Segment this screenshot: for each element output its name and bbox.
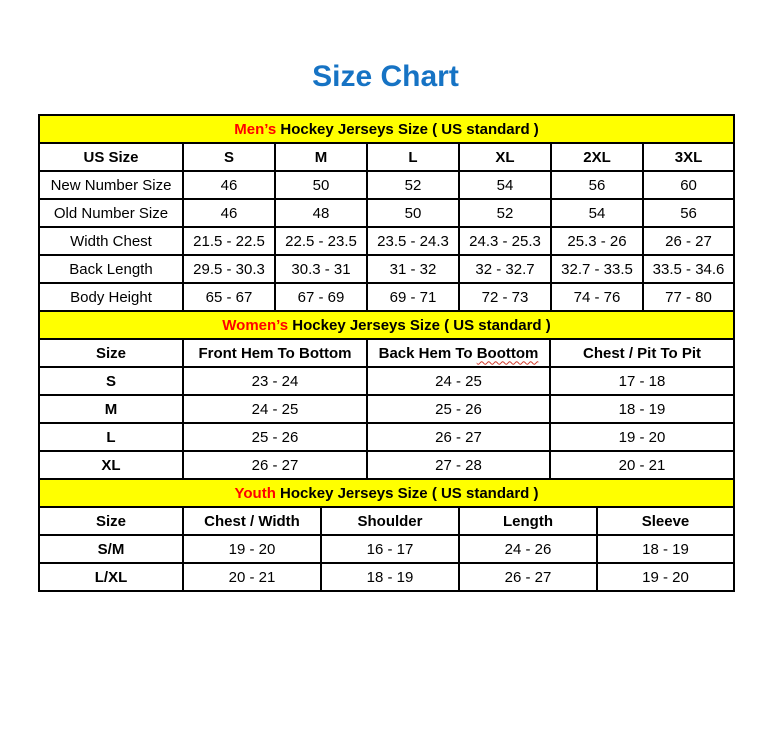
size-chart — [38, 114, 733, 592]
womens-cell: 25 - 26 — [183, 423, 367, 451]
mens-cell: 77 - 80 — [643, 283, 734, 311]
womens-header-misspelled-word: Boottom — [476, 344, 539, 362]
womens-cell: 25 - 26 — [367, 395, 550, 423]
table-row — [39, 283, 734, 311]
mens-banner — [39, 115, 734, 143]
womens-cell: 27 - 28 — [367, 451, 550, 479]
mens-cell: 46 — [183, 171, 275, 199]
youth-header-cell: Length — [459, 507, 597, 535]
mens-header-cell: 2XL — [551, 143, 643, 171]
youth-header-cell: Sleeve — [597, 507, 734, 535]
womens-size-table — [38, 310, 735, 480]
mens-cell: 74 - 76 — [551, 283, 643, 311]
mens-header-cell: S — [183, 143, 275, 171]
womens-banner-highlight: Women’s — [222, 316, 289, 334]
womens-cell: 23 - 24 — [183, 367, 367, 395]
youth-cell: 19 - 20 — [597, 563, 734, 591]
womens-size-label: M — [39, 395, 183, 423]
mens-cell: 72 - 73 — [459, 283, 551, 311]
womens-cell: 26 - 27 — [367, 423, 550, 451]
mens-cell: 48 — [275, 199, 367, 227]
mens-row-label: Back Length — [39, 255, 183, 283]
youth-cell: 20 - 21 — [183, 563, 321, 591]
youth-cell: 19 - 20 — [183, 535, 321, 563]
mens-cell: 69 - 71 — [367, 283, 459, 311]
youth-cell: 16 - 17 — [321, 535, 459, 563]
mens-header-cell: M — [275, 143, 367, 171]
youth-header-cell: Size — [39, 507, 183, 535]
mens-cell: 54 — [459, 171, 551, 199]
womens-header-cell: Front Hem To Bottom — [183, 339, 367, 367]
womens-cell: 24 - 25 — [183, 395, 367, 423]
table-row — [39, 563, 734, 591]
womens-header-cell: Chest / Pit To Pit — [550, 339, 734, 367]
mens-row-label: Old Number Size — [39, 199, 183, 227]
table-row — [39, 451, 734, 479]
womens-cell: 19 - 20 — [550, 423, 734, 451]
youth-cell: 24 - 26 — [459, 535, 597, 563]
mens-cell: 33.5 - 34.6 — [643, 255, 734, 283]
womens-header-row — [39, 339, 734, 367]
table-row — [39, 227, 734, 255]
womens-header-cell — [367, 339, 550, 367]
mens-cell: 60 — [643, 171, 734, 199]
youth-cell: 18 - 19 — [321, 563, 459, 591]
mens-banner-highlight: Men’s — [234, 120, 277, 138]
womens-cell: 26 - 27 — [183, 451, 367, 479]
mens-header-cell: 3XL — [643, 143, 734, 171]
youth-header-cell: Chest / Width — [183, 507, 321, 535]
mens-cell: 29.5 - 30.3 — [183, 255, 275, 283]
table-row — [39, 367, 734, 395]
mens-cell: 23.5 - 24.3 — [367, 227, 459, 255]
womens-size-label: XL — [39, 451, 183, 479]
womens-header-back-hem-prefix: Back Hem To — [378, 344, 477, 362]
mens-header-cell: L — [367, 143, 459, 171]
mens-cell: 21.5 - 22.5 — [183, 227, 275, 255]
youth-header-row — [39, 507, 734, 535]
mens-row-label: Width Chest — [39, 227, 183, 255]
mens-header-cell: XL — [459, 143, 551, 171]
youth-banner-rest: Hockey Jerseys Size ( US standard ) — [275, 484, 539, 502]
youth-cell: 26 - 27 — [459, 563, 597, 591]
womens-size-label: S — [39, 367, 183, 395]
mens-cell: 30.3 - 31 — [275, 255, 367, 283]
youth-size-table — [38, 478, 735, 592]
womens-cell: 17 - 18 — [550, 367, 734, 395]
table-row — [39, 255, 734, 283]
mens-cell: 65 - 67 — [183, 283, 275, 311]
mens-cell: 24.3 - 25.3 — [459, 227, 551, 255]
mens-cell: 26 - 27 — [643, 227, 734, 255]
womens-cell: 24 - 25 — [367, 367, 550, 395]
table-row — [39, 423, 734, 451]
mens-cell: 25.3 - 26 — [551, 227, 643, 255]
mens-cell: 32 - 32.7 — [459, 255, 551, 283]
mens-cell: 54 — [551, 199, 643, 227]
mens-cell: 50 — [275, 171, 367, 199]
youth-banner — [39, 479, 734, 507]
mens-cell: 22.5 - 23.5 — [275, 227, 367, 255]
mens-header-row — [39, 143, 734, 171]
womens-banner-rest: Hockey Jerseys Size ( US standard ) — [288, 316, 551, 334]
womens-banner-row — [39, 311, 734, 339]
table-row — [39, 199, 734, 227]
table-row — [39, 395, 734, 423]
youth-size-label: S/M — [39, 535, 183, 563]
youth-cell: 18 - 19 — [597, 535, 734, 563]
page-title: Size Chart — [312, 60, 459, 93]
mens-header-cell: US Size — [39, 143, 183, 171]
mens-cell: 56 — [551, 171, 643, 199]
table-row — [39, 535, 734, 563]
youth-banner-highlight: Youth — [234, 484, 276, 502]
mens-cell: 46 — [183, 199, 275, 227]
mens-banner-rest: Hockey Jerseys Size ( US standard ) — [276, 120, 539, 138]
mens-row-label: Body Height — [39, 283, 183, 311]
youth-size-label: L/XL — [39, 563, 183, 591]
size-chart-page — [38, 60, 733, 592]
mens-cell: 50 — [367, 199, 459, 227]
womens-cell: 18 - 19 — [550, 395, 734, 423]
youth-banner-row — [39, 479, 734, 507]
mens-cell: 52 — [459, 199, 551, 227]
womens-size-label: L — [39, 423, 183, 451]
mens-cell: 32.7 - 33.5 — [551, 255, 643, 283]
womens-cell: 20 - 21 — [550, 451, 734, 479]
mens-size-table — [38, 114, 735, 312]
mens-cell: 52 — [367, 171, 459, 199]
womens-header-cell: Size — [39, 339, 183, 367]
mens-cell: 56 — [643, 199, 734, 227]
mens-banner-row — [39, 115, 734, 143]
mens-row-label: New Number Size — [39, 171, 183, 199]
table-row — [39, 171, 734, 199]
mens-cell: 67 - 69 — [275, 283, 367, 311]
mens-cell: 31 - 32 — [367, 255, 459, 283]
youth-header-cell: Shoulder — [321, 507, 459, 535]
womens-banner — [39, 311, 734, 339]
